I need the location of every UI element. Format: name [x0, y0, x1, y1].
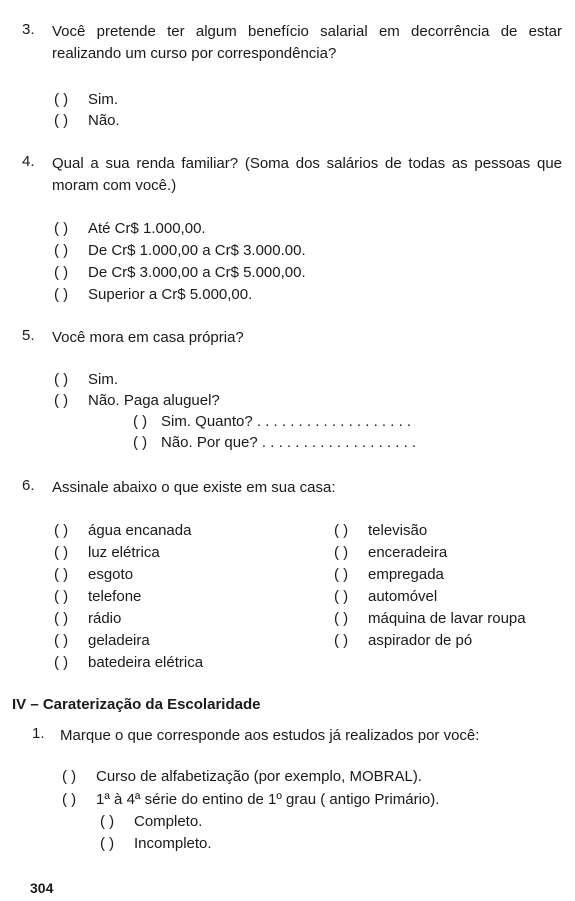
option-label: Sim.: [88, 91, 118, 108]
question-text: Assinale abaixo o que existe em sua casa:: [52, 479, 336, 496]
checkbox[interactable]: ( ): [54, 632, 69, 649]
option-agua-encanada[interactable]: [54, 521, 191, 541]
checkbox[interactable]: ( ): [100, 813, 115, 830]
checkbox[interactable]: ( ): [54, 544, 69, 561]
option-esgoto[interactable]: [54, 565, 133, 585]
option-label: Não. Paga aluguel?: [88, 392, 220, 409]
option-telefone[interactable]: [54, 587, 141, 607]
question-number: 6.: [22, 477, 35, 494]
option-label: máquina de lavar roupa: [368, 610, 526, 627]
option-sim[interactable]: [54, 370, 118, 390]
option-label: televisão: [368, 522, 428, 539]
checkbox[interactable]: ( ): [54, 242, 69, 259]
option-radio[interactable]: [54, 609, 121, 629]
option-label: automóvel: [368, 588, 438, 605]
checkbox[interactable]: ( ): [62, 791, 77, 808]
question-number: 5.: [22, 327, 35, 344]
checkbox[interactable]: ( ): [54, 91, 69, 108]
option-label: Sim. Quanto? . . . . . . . . . . . . . . . . . . .: [161, 413, 412, 430]
option-aspirador-de-po[interactable]: [334, 631, 472, 651]
option-label: luz elétrica: [88, 544, 160, 561]
option-label: Não.: [88, 112, 120, 129]
checkbox[interactable]: ( ): [54, 286, 69, 303]
option-label: empregada: [368, 566, 444, 583]
option-televisao[interactable]: [334, 521, 427, 541]
question-text: Você mora em casa própria?: [52, 329, 244, 346]
checkbox[interactable]: ( ): [133, 413, 148, 430]
option-label: De Cr$ 1.000,00 a Cr$ 3.000.00.: [88, 242, 306, 259]
option-label: Superior a Cr$ 5.000,00.: [88, 286, 253, 303]
option-label: geladeira: [88, 632, 150, 649]
option-luz-eletrica[interactable]: [54, 543, 160, 563]
option-geladeira[interactable]: [54, 631, 150, 651]
checkbox[interactable]: ( ): [54, 588, 69, 605]
option-batedeira-eletrica[interactable]: [54, 653, 203, 673]
checkbox[interactable]: ( ): [334, 566, 349, 583]
question-text: Você pretende ter algum benefício salarial em decorrência de estar realizando um curso por correspondência?: [52, 23, 562, 62]
option-label: Incompleto.: [134, 835, 212, 852]
sub-option-sim-quanto[interactable]: [133, 412, 411, 432]
option-income-3[interactable]: [54, 263, 306, 283]
option-nao[interactable]: [54, 111, 120, 131]
checkbox[interactable]: ( ): [54, 610, 69, 627]
question-number: 4.: [22, 153, 35, 170]
option-label: água encanada: [88, 522, 192, 539]
checkbox[interactable]: ( ): [54, 264, 69, 281]
checkbox[interactable]: ( ): [334, 610, 349, 627]
checkbox[interactable]: ( ): [54, 522, 69, 539]
question-number: 1.: [32, 725, 45, 742]
option-label: rádio: [88, 610, 122, 627]
option-label: aspirador de pó: [368, 632, 473, 649]
option-label: enceradeira: [368, 544, 448, 561]
option-label: batedeira elétrica: [88, 654, 204, 671]
checkbox[interactable]: ( ): [100, 835, 115, 852]
option-enceradeira[interactable]: [334, 543, 447, 563]
checkbox[interactable]: ( ): [62, 768, 77, 785]
checkbox[interactable]: ( ): [54, 654, 69, 671]
option-label: telefone: [88, 588, 142, 605]
page-number: 304: [30, 880, 54, 896]
option-automovel[interactable]: [334, 587, 437, 607]
option-1a-4a-serie[interactable]: [62, 790, 439, 810]
option-label: Completo.: [134, 813, 203, 830]
checkbox[interactable]: ( ): [54, 220, 69, 237]
section-heading: IV – Caraterização da Escolaridade: [12, 696, 261, 713]
question-text: Marque o que corresponde aos estudos já realizados por você:: [60, 727, 480, 744]
checkbox[interactable]: ( ): [54, 392, 69, 409]
checkbox[interactable]: ( ): [54, 371, 69, 388]
option-maquina-de-lavar[interactable]: [334, 609, 526, 629]
checkbox[interactable]: ( ): [334, 544, 349, 561]
checkbox[interactable]: ( ): [334, 588, 349, 605]
option-label: Sim.: [88, 371, 118, 388]
option-label: Curso de alfabetização (por exemplo, MOBRAL).: [96, 768, 422, 785]
option-income-2[interactable]: [54, 241, 306, 261]
option-label: esgoto: [88, 566, 134, 583]
option-sim[interactable]: [54, 90, 118, 110]
option-income-4[interactable]: [54, 285, 252, 305]
sub-option-nao-por-que[interactable]: [133, 433, 416, 453]
option-label: Até Cr$ 1.000,00.: [88, 220, 206, 237]
checkbox[interactable]: ( ): [54, 566, 69, 583]
question-number: 3.: [22, 21, 35, 38]
sub-option-incompleto[interactable]: [100, 834, 212, 854]
sub-option-completo[interactable]: [100, 812, 202, 832]
option-alfabetizacao[interactable]: [62, 767, 422, 787]
option-label: 1ª à 4ª série do entino de 1º grau ( antigo Primário).: [96, 791, 440, 808]
question-text: Qual a sua renda familiar? (Soma dos salários de todas as pessoas que moram com você.): [52, 155, 562, 194]
checkbox[interactable]: ( ): [334, 632, 349, 649]
option-empregada[interactable]: [334, 565, 444, 585]
checkbox[interactable]: ( ): [54, 112, 69, 129]
checkbox[interactable]: ( ): [334, 522, 349, 539]
option-income-1[interactable]: [54, 219, 206, 239]
option-nao-aluguel[interactable]: [54, 391, 220, 411]
option-label: De Cr$ 3.000,00 a Cr$ 5.000,00.: [88, 264, 306, 281]
checkbox[interactable]: ( ): [133, 434, 148, 451]
option-label: Não. Por que? . . . . . . . . . . . . . . . . . . .: [161, 434, 417, 451]
